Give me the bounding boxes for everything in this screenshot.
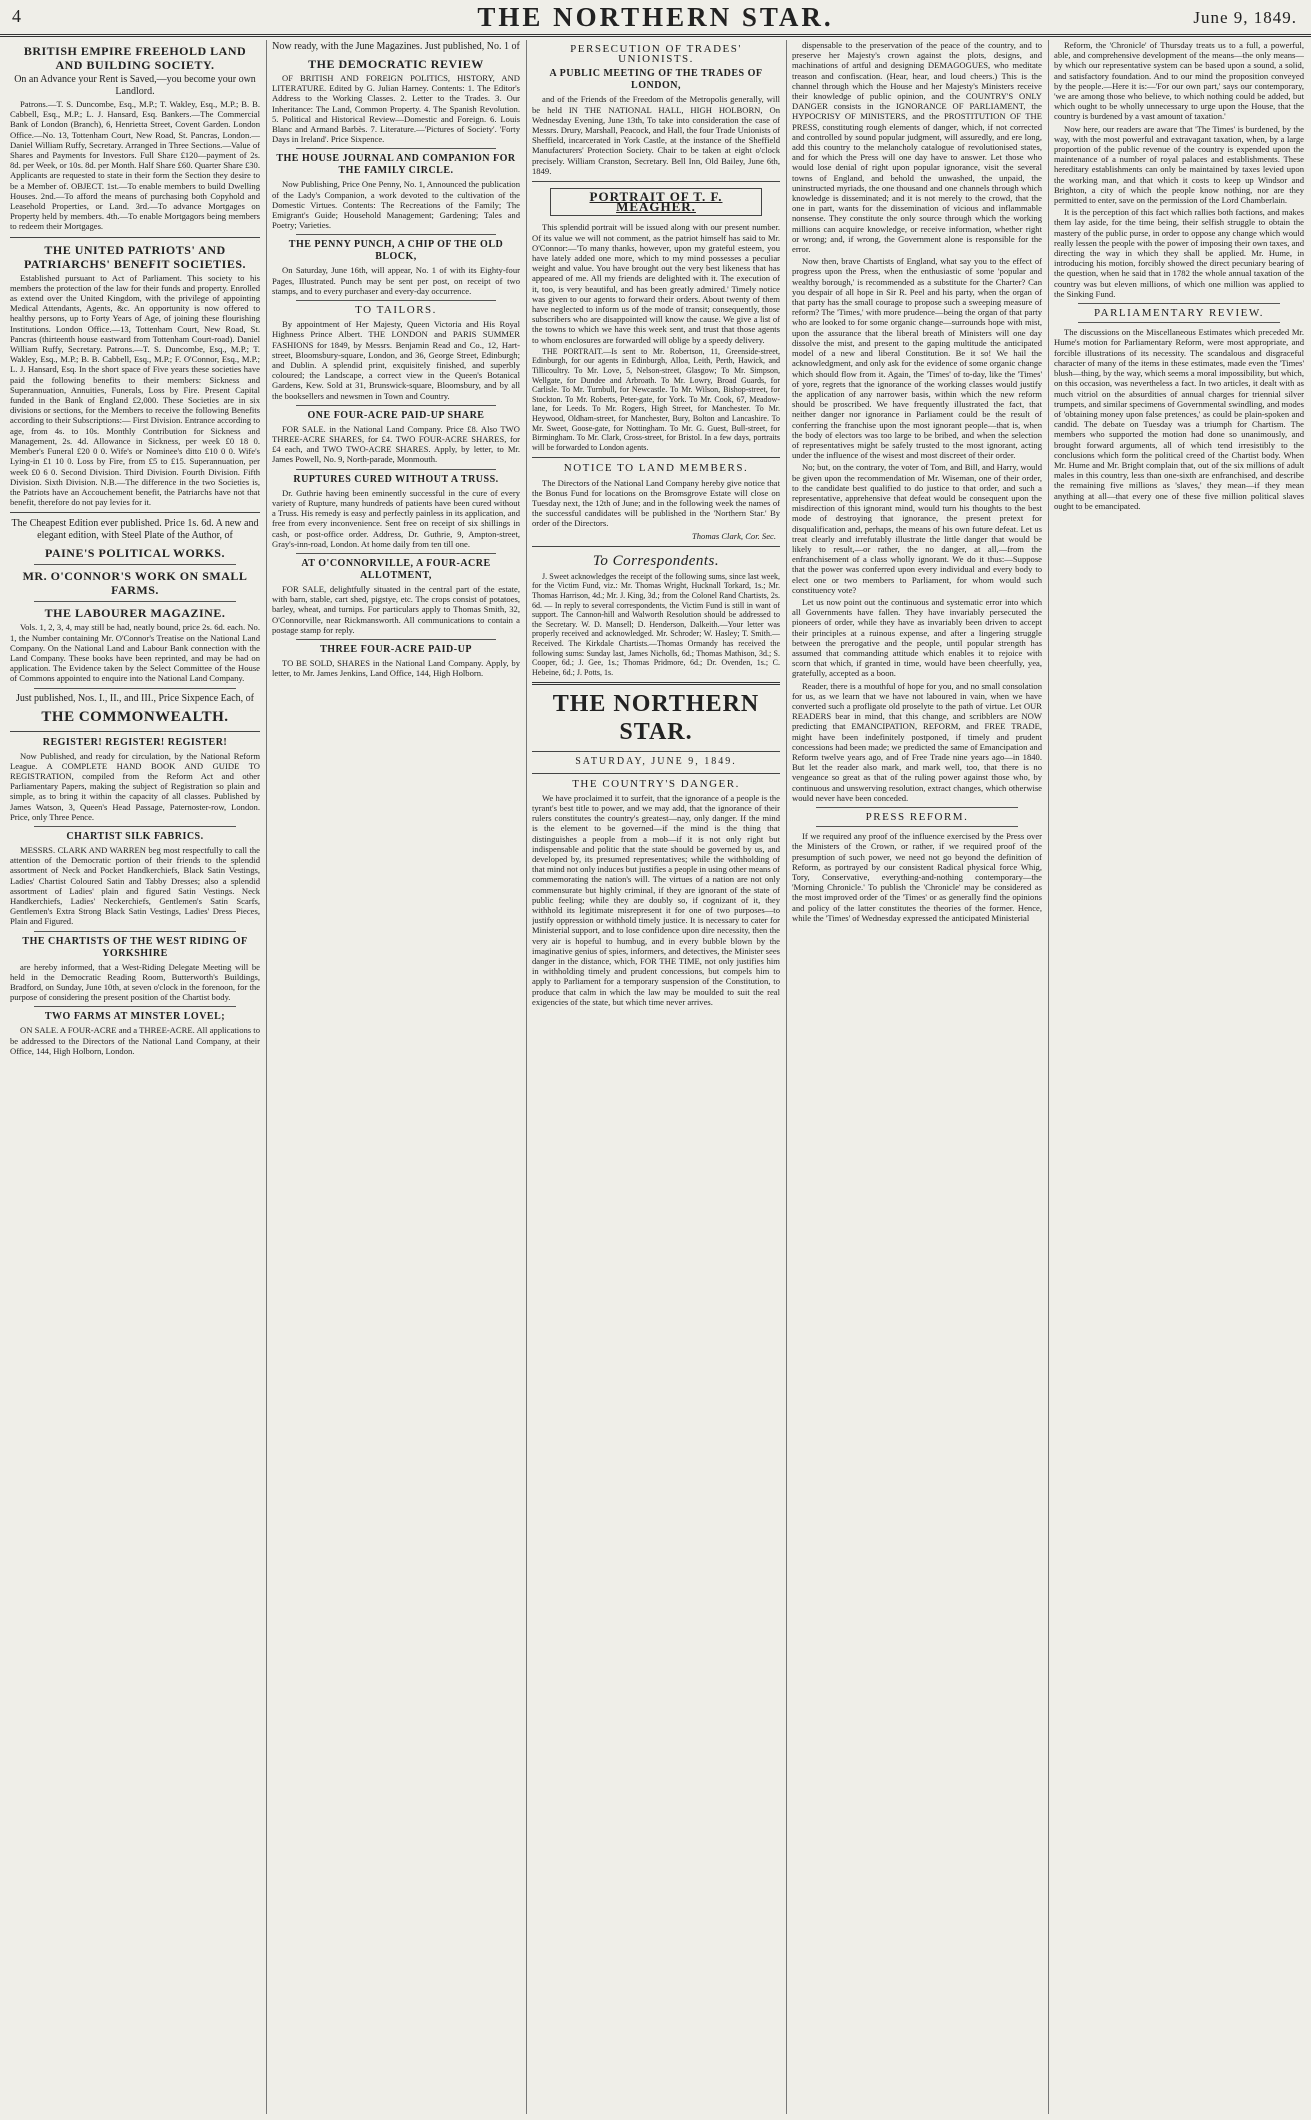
column-1-advertisements	[10, 40, 260, 2114]
column-rule	[526, 40, 527, 2114]
divider	[10, 731, 260, 732]
paine-works-subtitle: The Cheapest Edition ever published. Price 1s. 6d. A new and elegant edition, with Steel Plate of the Author, of	[11, 518, 259, 542]
divider	[296, 469, 496, 470]
column-rule	[266, 40, 267, 2114]
three-shares-title: THREE FOUR-ACRE PAID-UP	[320, 643, 472, 655]
divider	[532, 457, 780, 458]
patriots-society-body: Established pursuant to Act of Parliament. This society to his members the protection of the law for their funds and property. Enrolled as extend over the United Kingdom, with the privilege of appointing Medical Attendants, Agents, &c. An opportunity is now offered to healthy persons, up to Forty Years of Age, of joining these flourishing Institutions. London Office.—13, Tottenham Court, New Road, St. Pancras (thirteenth house eastward from Tottenham Court-road). Daniel William Ruffy, Secretary. Patrons.—T. S. Duncombe, Esq., M.P.; T. Wakley, Esq., M.P.; B. B. Cabbell, Esq., M.P.; F. O'Connor, Esq., M.P.; L. J. Hansard, Esq. In the short space of Five years these societies have paid the following benefits to their members: Sickness and Superannuation, Annuities, Funerals, Loss by Fire. Present Capital funded in the Bank of England £2,000. These Societies are in six divisions or sections, for the Members to receive the following Benefits according to their Subscriptions:— First Division. Entrance according to age, from 4s. to 10s. Monthly Contribution for Sickness and Management, 2s. 4d. Allowance in Sickness, per week £0 18 0. Member's Funeral £20 0 0. Wife's or Nominee's ditto £10 0 0. Wife's Lying-in £1 10 0. Loss by Fire, from £5 to £15. Superannuation, per week £0 6 0. Second Division. Third Division. Fourth Division. Fifth Division. Sixth Division. N.B.—The difference in the two Societies is, the Patriots have an Accouchement benefit, the Patriarchs have not that benefit, therefore do not pay levies for it.	[10, 272, 260, 508]
countrys-danger-title: THE COUNTRY'S DANGER.	[572, 777, 740, 790]
column-rule	[786, 40, 787, 2114]
divider	[296, 639, 496, 640]
newspaper-title: THE NORTHERN STAR.	[477, 2, 834, 32]
column-4-editorial	[792, 40, 1042, 2114]
editorial-paragraph: dispensable to the preservation of the peace of the country, and to preserve her Majesty's crown against the plots, designs, and machinations of artful and designing DEMAGOGUES, who meditate treason and confiscation. (Hear, hear, and loud cheers.) This is the channel through which the House and her Majesty's Ministers receive their knowledge of public opinion, and the COUNTRY'S ONLY DANGER consists in the IGNORANCE OF PARLIAMENT, the HYPOCRISY OF MINISTERS, and the PROSTITUTION OF THE PRESS, constituting rough elements of danger, which, if not corrected and controlled by sound popular judgment, will assuredly, and ere long, add this country to the melancholy catalogue of revolutionised states, and for which the Press will one day have to answer. Let those who would lose denial of right upon popular ignorance, visit the several towns of England, and behold the unwashed, the unpaid, the uninstructed myriads, the one thousand and one channels through which knowledge is disseminated; and it is not merely to the crowd, that the one in part, wants for the dissemination of vicious and inflammable nonsense. They constitute the only source through which the working millions can acquire knowledge, or receive information, whether right or wrong; and, if wrong, the Government alone is responsible for the error.	[792, 40, 1042, 255]
press-reform-title: PRESS REFORM.	[865, 811, 969, 824]
penny-punch-title: THE PENNY PUNCH, A CHIP OF THE OLD BLOCK,	[288, 239, 504, 263]
oconnor-small-farms-title: MR. O'CONNOR'S WORK ON SMALL FARMS.	[22, 569, 248, 598]
paid-up-share-body: FOR SALE. in the National Land Company. Price £8. Also TWO THREE-ACRE SHARES, for £4. TWO FOUR-ACRE SHARES, for £4 each, and TWO TWO-ACRE SHARES. Apply, by letter, to Mr. James Powell, No. 9, North-parade, Monmouth.	[272, 423, 520, 465]
oconnorville-allotment-body: FOR SALE, delightfully situated in the central part of the estate, with barn, stable, cart shed, pigstye, etc. The crops consist of potatoes, barley, wheat, and turnips. For particulars apply to Thomas Smith, 32, O'Connorville, near Rickmansworth. All communications to contain a postage stamp for reply.	[272, 583, 520, 635]
public-meeting-body: and of the Friends of the Freedom of the Metropolis generally, will be held IN THE NATIONAL HALL, HIGH HOLBORN, On Wednesday Evening, June 13th, To take into consideration the case of Messrs. Drury, Marshall, Peacock, and Hall, the four Trade Unionists of Sheffield, incarcerated in York Castle, at the instance of the Sheffield Manufacturers' Protection Society. Chair to be taken at eight o'clock precisely. William Cranston, Secretary. Bell Inn, Old Bailey, June 6th, 1849.	[532, 94, 780, 176]
freehold-society-title: BRITISH EMPIRE FREEHOLD LAND AND BUILDING SOCIETY.	[23, 44, 247, 72]
divider	[816, 826, 1018, 827]
silk-fabrics-title: CHARTIST SILK FABRICS.	[66, 830, 204, 842]
labourer-magazine-body: Vols. 1, 2, 3, 4, may still be had, neatly bound, price 2s. 6d. each. No. 1, the Number containing Mr. O'Connor's Treatise on the National Land Company. On the National Land and Labour Bank connection with the Land Company. These books have been reprinted, and may be had on application. The Evidence taken by the Select Committee of the House of Commons appointed to enquire into the National Land Company.	[10, 622, 260, 684]
divider	[1078, 303, 1280, 304]
divider	[1078, 322, 1280, 323]
page-number: 4	[12, 6, 21, 26]
meagher-portrait-body: This splendid portrait will be issued along with our present number. Of its value we will not comment, as the patriot himself has said to Mr. O'Connor:—'To many thanks, however, upon my grateful esteem, you have lately added one more, which to my mind possesses a peculiar weight and value. You have brought out the very best likeness that has appeared of me. All my friends are delighted with it. The execution of it, too, is very beautiful, and has been greatly admired.' Timely notice was given to our agents to forward their orders. About twenty of them have neglected to inform us of the mode of transit; consequently, those subscribers who are disappointed will know the cause. We give a list of the towns to which we have this week sent, and trust that those agents to whom enclosures are forwarded will oblige by a speedy delivery.	[532, 222, 780, 345]
persecution-heading: PERSECUTION OF TRADES' UNIONISTS.	[570, 43, 742, 66]
divider	[532, 546, 780, 547]
west-riding-title: THE CHARTISTS OF THE WEST RIDING OF YORKSHIRE	[22, 935, 248, 959]
column-3-editorial	[532, 40, 780, 2114]
paine-works-title: PAINE'S POLITICAL WORKS.	[45, 546, 225, 561]
democratic-review-title: THE DEMOCRATIC REVIEW	[308, 57, 484, 71]
meagher-portrait-agents: THE PORTRAIT.—Is sent to Mr. Robertson, 11, Greenside-street, Edinburgh, for our agents in Edinburgh, Alloa, Leith, Perth, Hawick, and Tillicoultry. To Mr. Love, 5, Nelson-street, Glasgow; To Mr. Simpson, Wellgate, for Dundee and Arbroath. To Mr. Lowry, Broad Guards, for Carlisle. To Mr. Turnbull, for Newcastle. To Mr. Wilson, Bishop-street, for Stockton. To Mr. Roberts, Peter-gate, for York. To Mr. Cook, 67, Meadow-lane, for Leeds. To Mr. Rogers, High Street, for Manchester. To Mr. Heywood, Oldham-street, for Manchester, Bury, Bolton and Lancashire. To Mr. Sweet, Goose-gate, for Nottingham. To Mr. G. Guest, Bull-street, for Birmingham. To Mr. Clark, Cross-street, for Bristol. In a few days, portraits will be forwarded to London agents.	[532, 346, 780, 452]
labourer-magazine-title: THE LABOURER MAGAZINE.	[44, 606, 226, 621]
land-members-notice-signature: Thomas Clark, Cor. Sec.	[691, 530, 776, 541]
public-meeting-title: A PUBLIC MEETING OF THE TRADES OF LONDON,	[549, 68, 763, 92]
three-shares-body: TO BE SOLD, SHARES in the National Land Company. Apply, by letter, to Mr. James Jenkins, Land Office, 144, High Holborn.	[272, 657, 520, 679]
divider	[816, 807, 1018, 808]
leader-dateline: SATURDAY, JUNE 9, 1849.	[575, 756, 737, 768]
tailors-body: By appointment of Her Majesty, Queen Victoria and His Royal Highness Prince Albert. THE LONDON and PARIS SUMMER FASHIONS for 1849, by Messrs. Benjamin Read and Co., 12, Hart-street, Bloomsbury-square, London, and 36, George Street, Edinburgh; and Dublin. A splendid print, exquisitely finished, and superbly coloured; the Landscape, a correct view in the Queen's Botanical Gardens, Kew. Sold at 31, Brunswick-square, Bloomsbury, and by all the booksellers and newsmen in Town and Country.	[272, 319, 520, 401]
issue-date: June 9, 1849.	[1193, 8, 1297, 27]
divider	[532, 181, 780, 182]
commonwealth-title: THE COMMONWEALTH.	[41, 708, 229, 725]
commonwealth-subtitle: Just published, Nos. I., II., and III., Price Sixpence Each, of	[16, 692, 254, 704]
divider	[34, 931, 236, 932]
column-2-advertisements	[272, 40, 520, 2114]
parliamentary-review-title: PARLIAMENTARY REVIEW.	[1094, 307, 1264, 320]
ruptures-body: Dr. Guthrie having been eminently successful in the cure of every variety of Rupture, many hundreds of patients have been cured without a Truss. His remedy is easy and perfectly painless in its application, and free from every inconvenience. Sent free on receipt of six shillings in cash, or post-office order. Address, Dr. Guthrie, 9, Ampton-street, Gray's-inn-road, London. At home daily from ten till one.	[272, 487, 520, 549]
editorial-paragraph: Reform, the 'Chronicle' of Thursday treats us to a full, a powerful, able, and comprehensive development of the means—the only means—by which our representative system can be based upon a sound, a solid, and satisfactory foundation. And to our mind the proposition conveyed by the people.—Here it is:—'For our own part,' says our contemporary, 'we are among those who believe, to which nothing could be added, but which ought to be wholly unnecessary to urge upon the House, that the country is burdened by a vast amount of taxation.'	[1054, 40, 1304, 122]
house-journal-body: Now Publishing, Price One Penny, No. 1, Announced the publication of the Lady's Companion, a work devoted to the cultivation of the Domestic Virtues. Contents: The Recreations of the Family; The Emigrant's Guide; Household Management; Gardening; Tales and Poetry; Varieties.	[272, 179, 520, 231]
divider	[532, 682, 780, 685]
meagher-portrait-title: PORTRAIT OF T. F. MEAGHER.	[550, 188, 762, 216]
divider	[296, 405, 496, 406]
freehold-society-body: Patrons.—T. S. Duncombe, Esq., M.P.; T. Wakley, Esq., M.P.; B. B. Cabbell, Esq., M.P.; L. J. Hansard, Esq. Bankers.—The Commercial Bank of London (Branch), 6, Henrietta Street, Covent Garden. London Office.—No. 13, Tottenham Court, New Road, St. Pancras, London.—Daniel William Ruffy, Secretary. Arranged in Three Sections.—Value of Shares and Payments for Investors. Full Share £120—payment of 2s. 8d. per Week, or 10s. 8d. per Month. Half Share £60. Quarter Share £30. Applicants are requested to state in their form the Section they desire to be a Member of. OBJECT. 1st.—To enable members to build Dwelling Houses. 2nd.—To afford the means of purchasing both Copyhold and Leasehold Properties, or Land. 3rd.—To advance Mortgages on Property held by members. 4th.—To enable Mortgagors being members to redeem their Mortgages.	[10, 99, 260, 232]
divider	[34, 601, 236, 602]
ruptures-title: RUPTURES CURED WITHOUT A TRUSS.	[293, 473, 499, 485]
house-journal-title: THE HOUSE JOURNAL AND COMPANION FOR THE FAMILY CIRCLE.	[276, 153, 516, 177]
masthead	[0, 0, 1311, 37]
leader-paper-title: THE NORTHERN STAR.	[552, 691, 760, 746]
tailors-title: TO TAILORS.	[355, 304, 437, 317]
column-rule	[1048, 40, 1049, 2114]
parliamentary-review-body: The discussions on the Miscellaneous Estimates which preceded Mr. Hume's motion for Parliamentary Reform, were most appropriate, and forcible illustrations of its necessity. The scandalous and disgraceful character of many of the items in these estimates, made even the 'Times' blush—thing, by the way, which seems a moral impossibility, but which, on this occasion, was nevertheless a fact. In two articles, it dealt with as much vitriol on the absurdities of annual charges for triennial silver trumpets, and similar specimens of Governmental swindling, and modes of 'obtaining money upon false pretences,' as could be plain-spoken and candid. The debate on Tuesday was a triumph for Chartism. The members who supported the motion had done so unanimously, and brought forward arguments, all of which tend irresistibly to the conclusions which form the political creed of the Chartist body. When Mr. Hume and Mr. Bright complain that, out of the six millions of adult males in this country, less than one-sixth are enfranchised, and describe the remaining five millions as 'slaves,' they mean—if they mean anything at all—that every one of these five million political slaves ought to be emancipated.	[1054, 327, 1304, 511]
divider	[34, 688, 236, 689]
democratic-review-subtitle: Now ready, with the June Magazines. Just published, No. 1 of	[272, 41, 520, 52]
editorial-paragraph: Reader, there is a mouthful of hope for you, and no small consolation for us, as we learn that we have not laboured in vain, when we have converted such a profligate old proselyte to the path of virtue. Let OUR READERS bear in mind, that this change, and scribblers are NOW predicting that EMANCIPATION, REFORM, and FREE TRADE, might have been indefinitely postponed, if timely and prudent concessions had been made; we predicted the same of Emancipation and Reform twelve years ago, and of Free Trade nine years ago—in 1840. But let the reader also mark, and mark well, too, that there is no vengeance so great as that of the ruling power against those who, by continuous and unswerving resolution, extract changes, which otherwise would never have been conceded.	[792, 680, 1042, 803]
editorial-paragraph: Now then, brave Chartists of England, what say you to the effect of progress upon the Press, when the enthusiastic of some 'popular and wealthy borough,' is recommended as a substitute for the Charter? Can you despair of all hope in Sir R. Peel and his party, when the organ of that party has the small courage to propose such a sweeping measure of reform? The 'Times,' with more prudence—being the organ of that party who are looked to for some organic change—surrounds hope with mist, upon the assurance that the liberal breath of Ministers will one day dissolve the mist, and present to the gaping multitude the anticipated model of a new and liberal Constitution. Be it so! We hail the acknowledgment, and only ask for the evidence of some organic change which should flow from it. Again, the 'Times' of to-day, like the 'Times' of yore, regrets that the ignorance of the working classes would justify the application of any narrower basis, within which the new reform should be proscribed. We have frequently illustrated the fact, that neither danger nor ignorance in Parliament could be the result of conferring the franchise upon the most ignorant people—that is, when the body of electors was too large to be bribed, and when the selection of representatives might be safely trusted to the most ignorant, acting under the influence of the wisest and most discreet of their order.	[792, 256, 1042, 461]
land-members-notice-body: The Directors of the National Land Company hereby give notice that the Bonus Fund for locations on the Bromsgrove Estate will close on Tuesday next, the 12th of June; and in the following week the names of the successful candidates will be published in the 'Northern Star.' By order of the Directors.	[532, 477, 780, 529]
correspondents-title: To Correspondents.	[592, 552, 720, 569]
minster-lovel-farms-title: TWO FARMS AT MINSTER LOVEL;	[44, 1011, 226, 1023]
register-title: REGISTER! REGISTER! REGISTER!	[42, 736, 228, 748]
divider	[296, 148, 496, 149]
divider	[34, 564, 236, 565]
oconnorville-allotment-title: AT O'CONNORVILLE, A FOUR-ACRE ALLOTMENT,	[301, 557, 491, 581]
register-body: Now Published, and ready for circulation, by the National Reform League. A COMPLETE HAND BOOK AND GUIDE TO REGISTRATION, compiled from the Reform Act and other Parliamentary Papers, making the subject of Registration so plain and simple, as to bring it within the capacity of all classes. Published by James Watson, 3, Queen's Head Passage, Paternoster-row, London. Price, only Three Pence.	[10, 750, 260, 822]
silk-fabrics-body: MESSRS. CLARK AND WARREN beg most respectfully to call the attention of the Democratic portion of their friends to the splendid assortment of Neck and Pocket Handkerchiefs, Black Satin Vestings, Ladies' Chartist Coloured Satin and Tabby Dresses; also a splendid assortment of Ladies' plain and figured Satin Vestings. Neck Handkerchiefs, Ladies' Neckerchiefs, Gentlemen's Satin Scarfs, Gentlemen's Extra Strong Black Satin Vestings, Ladies' Dress Pieces, Plain and Figured.	[10, 844, 260, 927]
divider	[34, 826, 236, 827]
editorial-paragraph: No; but, on the contrary, the voter of Tom, and Bill, and Harry, would be given upon the recommendation of Mr. Wiseman, one of their order, to the candidate best qualified to do justice to that order, and such a representative, apprehensive that defeat would be consequent upon the misdirection of this ignorant mind, would turn his thoughts to the best mode of destroying that ignorance, the present pretext for disqualification and, perhaps, the means of his own future defeat. Let us treat clearly and irrefutably illustrate the little danger that would be likely to result,—or rather, the no danger, at all,—from the enfranchisement of a class wholly ignorant. We do it thus:—Suppose that the power was conferred upon every individual and every body to elect one or two members to Parliament, for whom would such constituency vote?	[792, 462, 1042, 595]
penny-punch-body: On Saturday, June 16th, will appear, No. 1 of with its Eighty-four Pages, Illustrated. Punch may be sent per post, on receipt of two stamps, and to every purchaser and every-day occurrence.	[272, 265, 520, 296]
editorial-paragraph: It is the perception of this fact which rallies both factions, and makes them lay aside, for the time being, their selfish struggle to obtain the mastery of the public purse, in order to oppose any change which would really lessen the people with the power of imposing their own taxes, and directing the way in which they shall be applied. Mr. Hume, in introducing his motion, forcibly showed the direct pecuniary bearing of the question, when he said that in 1782 the whole annual taxation of the country was but eleven millions, of which one million was applied to the Sinking Fund.	[1054, 207, 1304, 299]
editorial-paragraph: Let us now point out the continuous and systematic error into which all Governments have fallen. They have invariably persecuted the pioneers of order, while they have as invariably been driven to accept their principles at a ruinous expense, and after a lingering struggle between the prerogative and the people, until popular strength has assumed that commanding attitude which enables it to rejoice with scorn that which, if granted in time, would have been cheerfully, yea, gratefully, accepted as a boon.	[792, 596, 1042, 679]
divider	[296, 553, 496, 554]
divider	[34, 1006, 236, 1007]
correspondents-body: J. Sweet acknowledges the receipt of the following sums, since last week, for the Victim Fund, viz.: Mr. Thomas Wright, Hucknall Torkard, 1s.; Mr. Thomas Harrison, 4d.; Mr. J. King, 3d.; from the Colonel Rand Chartists, 2s. 6d. — In reply to several correspondents, the Victim Fund is still in want of support. The Cannon-hill and Walworth Resolution should be addressed to the Secretary. W. D. Mansell; D. Henderson, Dalkeith.—Your letter was properly received and acknowledged. Mr. Schroder; W. Hasley; T. Smith.—Received. The Kirkdale Chartists.—Thomas Ormandy has received the following sums: Sunday last, James Nicholls, 6d.; Thomas Mathison, 3d.; S. Cooper, 6d.; J. Gee, 1s.; Thomas Pridmore, 6d.; Dr. Ovenden, 1s.; C. Hebeine, 6d.; J. Potts, 1s.	[532, 571, 780, 677]
editorial-paragraph: Now here, our readers are aware that 'The Times' is burdened, by the way, with the most powerful and extravagant taxation, when, by a large proportion of the public revenue of the country is expended upon the maintenance of a number of royal palaces and establishments. These hereditary establishments can only be maintained by taxes levied upon the working man, and that which it costs to keep up Windsor and Brighton, a city of which the people know nothing, nor are they permitted to enter, save on the permission of the Lord Chamberlain.	[1054, 123, 1304, 206]
divider	[296, 234, 496, 235]
paid-up-share-title: ONE FOUR-ACRE PAID-UP SHARE	[307, 409, 485, 421]
column-5-editorial	[1054, 40, 1304, 2114]
minster-lovel-farms-body: ON SALE. A FOUR-ACRE and a THREE-ACRE. All applications to be addressed to the Directors of the National Land Company, at their Office, 144, High Holborn, London.	[10, 1025, 260, 1056]
patriots-society-title: THE UNITED PATRIOTS' AND PATRIARCHS' BENEFIT SOCIETIES.	[23, 242, 247, 271]
press-reform-body: If we required any proof of the influence exercised by the Press over the Ministers of the Crown, or rather, if we required proof of the presumption of such power, we need not go beyond the definition of Reform, as portrayed by our consistent Radical physical force Whig, Tory, Conservative, everything-and-nothing contemporary—the 'Morning Chronicle.' To publish the 'Chronicle' may be considered as the most improved order of the 'Times' or as generally find the opinions and policy of the latter constitutes the theories of the former. Hence, while the 'Times' of Wednesday expressed the anticipated Ministerial	[792, 831, 1042, 923]
land-members-notice-title: NOTICE TO LAND MEMBERS.	[563, 462, 749, 475]
west-riding-body: are hereby informed, that a West-Riding Delegate Meeting will be held in the Democratic Reading Room, Butterworth's Buildings, Bradford, on Sunday, June 10th, at seven o'clock in the forenoon, for the purpose of considering the present position of the Chartist body.	[10, 961, 260, 1003]
democratic-review-body: OF BRITISH AND FOREIGN POLITICS, HISTORY, AND LITERATURE. Edited by G. Julian Harney. Contents: 1. The Editor's Address to the Working Classes. 2. Letter to the Trades. 3. Our Inheritance: The Land, Common Property. 4. The Spanish Revolution. 5. Political and Historical Review—Domestic and Foreign. 6. Louis Blanc and Armand Barbès. 7. Literature.—'Pictures of Society'. 'Forty Days in Ireland'. Price Sixpence.	[272, 73, 520, 145]
divider	[10, 512, 260, 513]
divider	[532, 773, 780, 774]
countrys-danger-body: We have proclaimed it to surfeit, that the ignorance of a people is the tyrant's best title to power, and we may add, that the ignorance of their rulers constitutes the country's greatest—nay, only danger. If the mind is the element to be governed—if the mind is the thing that distinguishes a people from a mob—if it is not only right but indispensable and politic that the state should be governed by us, and developed by, its presumed representatives; while the withholding of that mind not only induces but justifies a people in using other means of commemorating the nation's will. The virtues of a nation are not only commensurate but highly criminal, if they are ignorant of the state of public feeling; while they are doubly so, if cognizant of it, they withhold its legitimate misrepresent it for one of two purposes—to justify oppression or withhold timely justice. It is necessary to cater for Ministerial support, and to lose confidence upon dire necessity, then the very air is hopeful to humbug, and in every bubble blown by the imaginative genius of spies, informers, and detectives, the Minister sees danger in the distance, which, FOR THE TIME, not only justifies him in withholding timely and prudent concessions, but compels him to apply to Parliament for a temporary suspension of the Constitution, to produce that calm in which the law may be moulded to suit the real exigencies of the state, but which time never arrives.	[532, 792, 780, 1007]
divider	[10, 237, 260, 238]
freehold-society-subtitle: On an Advance your Rent is Saved,—you become your own Landlord.	[14, 74, 256, 97]
divider	[296, 300, 496, 301]
divider	[532, 751, 780, 752]
